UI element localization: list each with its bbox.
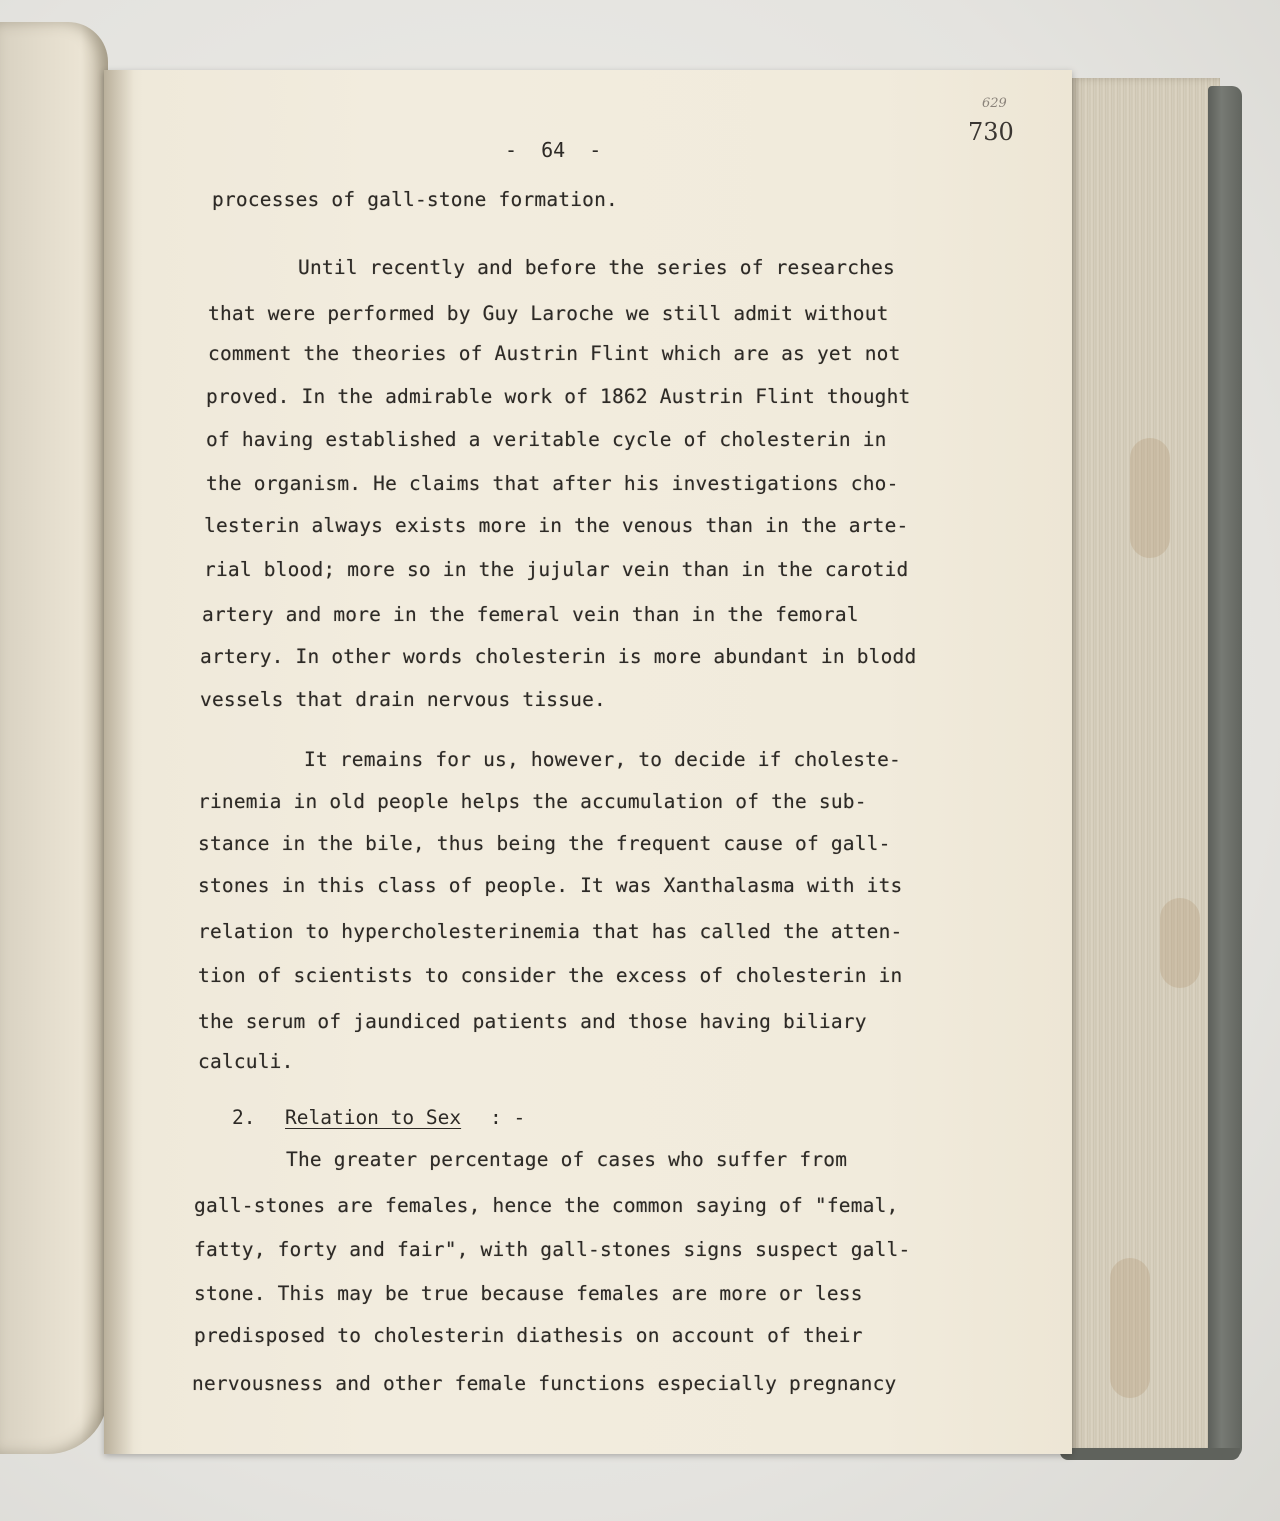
text-line: comment the theories of Austrin Flint which are as yet not xyxy=(208,342,901,365)
text-line: stone. This may be true because females are more or less xyxy=(194,1282,863,1305)
text-line: the organism. He claims that after his investigations cho- xyxy=(206,472,899,495)
text-line: rial blood; more so in the jujular vein than in the carotid xyxy=(204,558,909,581)
text-line: It remains for us, however, to decide if choleste- xyxy=(304,748,901,771)
text-line: the serum of jaundiced patients and those having biliary xyxy=(198,1010,867,1033)
text-line: artery. In other words cholesterin is more abundant in blodd xyxy=(200,645,917,668)
old-folio-number: 629 xyxy=(982,96,1007,111)
text-line: processes of gall-stone formation. xyxy=(212,188,618,211)
text-line: The greater percentage of cases who suffer from xyxy=(286,1148,848,1171)
text-line: fatty, forty and fair", with gall-stones signs suspect gall- xyxy=(194,1238,911,1261)
text-line: that were performed by Guy Laroche we still admit without xyxy=(208,302,889,325)
text-line: relation to hypercholesterinemia that has called the atten- xyxy=(198,920,903,943)
text-line: stones in this class of people. It was Xanthalasma with its xyxy=(198,874,903,897)
text-line: gall-stones are females, hence the common saying of "femal, xyxy=(194,1194,899,1217)
text-line: proved. In the admirable work of 1862 Austrin Flint thought xyxy=(206,385,911,408)
text-line: artery and more in the femeral vein than in the femoral xyxy=(202,603,859,626)
book-cover-bottom xyxy=(1060,1448,1240,1460)
gutter-shadow xyxy=(104,70,134,1454)
text-line: vessels that drain nervous tissue. xyxy=(200,688,606,711)
text-line: Until recently and before the series of researches xyxy=(298,256,895,279)
text-line: calculi. xyxy=(198,1050,294,1073)
text-line: tion of scientists to consider the excess of cholesterin in xyxy=(198,964,903,987)
text-line: nervousness and other female functions especially pregnancy xyxy=(192,1372,897,1395)
folio-number: 730 xyxy=(968,118,1014,146)
page-fore-edge xyxy=(1070,78,1220,1454)
book-cover-edge xyxy=(1208,86,1242,1458)
left-facing-page xyxy=(0,22,108,1454)
section-number: 2. xyxy=(232,1106,256,1129)
section-title: Relation to Sex xyxy=(285,1106,462,1129)
text-line: predisposed to cholesterin diathesis on account of their xyxy=(194,1324,863,1347)
page-number: - 64 - xyxy=(505,138,602,162)
text-line: stance in the bile, thus being the frequent cause of gall- xyxy=(198,832,891,855)
text-line: lesterin always exists more in the venous than in the arte- xyxy=(204,514,909,537)
section-suffix: : - xyxy=(490,1106,526,1129)
text-line: of having established a veritable cycle of cholesterin in xyxy=(206,428,887,451)
text-line: rinemia in old people helps the accumulation of the sub- xyxy=(198,790,867,813)
